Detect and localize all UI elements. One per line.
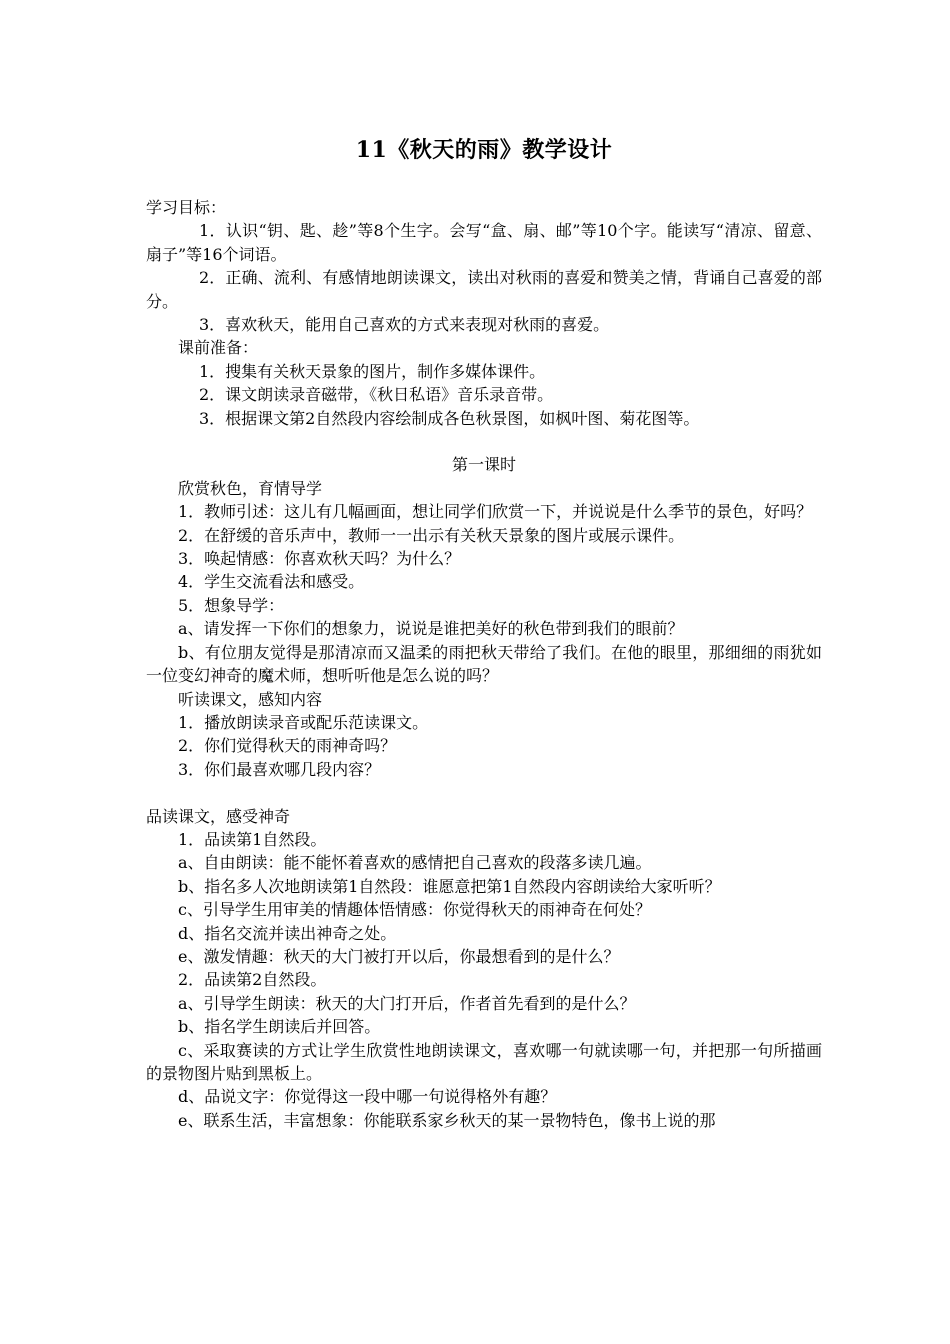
document-title: 11《秋天的雨》教学设计: [355, 137, 613, 163]
blank-line: [146, 781, 822, 804]
paragraph: 3．唤起情感：你喜欢秋天吗？为什么？: [178, 549, 461, 569]
paragraph: c、采取赛读的方式让学生欣赏性地朗读课文，喜欢哪一句就读哪一句，并把那一句所描画的景物图片贴到黑板上。: [146, 1040, 822, 1083]
paragraph: d、指名交流并读出神奇之处。: [178, 923, 397, 943]
paragraph: 1．搜集有关秋天景象的图片，制作多媒体课件。: [199, 361, 546, 381]
paragraph: 2．品读第2自然段。: [178, 970, 327, 990]
paragraph: d、品说文字：你觉得这一段中哪一句说得格外有趣？: [178, 1087, 557, 1107]
paragraph: 1．品读第1自然段。: [178, 829, 327, 849]
section-heading: 第一课时: [451, 455, 516, 475]
paragraph: b、有位朋友觉得是那清凉而又温柔的雨把秋天带给了我们。在他的眼里，那细细的雨犹如一位变幻神奇的魔术师，想听听他是怎么说的吗？: [146, 642, 822, 686]
paragraph: 1．播放朗读录音或配乐范读课文。: [178, 712, 429, 732]
paragraph: 1．教师引述：这儿有几幅画面，想让同学们欣赏一下，并说说是什么季节的景色，好吗？: [178, 502, 813, 522]
paragraph: 5．想象导学：: [178, 595, 285, 615]
paragraph: 2．课文朗读录音磁带，《秋日私语》音乐录音带。: [199, 385, 554, 405]
paragraph: 2．你们觉得秋天的雨神奇吗？: [178, 736, 397, 756]
paragraph: e、联系生活，丰富想象：你能联系家乡秋天的某一景物特色，像书上说的那: [178, 1110, 716, 1130]
paragraph: 2．在舒缓的音乐声中，教师一一出示有关秋天景象的图片或展示课件。: [178, 525, 685, 545]
paragraph: 3．你们最喜欢哪几段内容？: [178, 759, 381, 779]
paragraph: b、指名多人次地朗读第1自然段：谁愿意把第1自然段内容朗读给大家听听？: [178, 876, 721, 896]
document-page: [146, 132, 822, 1132]
paragraph: 2．正确、流利、有感情地朗读课文，读出对秋雨的喜爱和赞美之情，背诵自己喜爱的部分。: [146, 268, 822, 311]
document-body: [146, 196, 822, 1132]
paragraph: c、引导学生用审美的情趣体悟情感：你觉得秋天的雨神奇在何处？: [178, 900, 651, 920]
paragraph: 欣赏秋色，育情导学: [178, 478, 323, 498]
paragraph: 品读课文，感受神奇: [146, 806, 291, 826]
paragraph: 3．根据课文第2自然段内容绘制成各色秋景图，如枫叶图、菊花图等。: [199, 408, 700, 428]
paragraph: e、激发情趣：秋天的大门被打开以后，你最想看到的是什么？: [178, 946, 620, 966]
paragraph: 课前准备：: [178, 338, 259, 358]
paragraph: 听读课文，感知内容: [178, 689, 323, 709]
paragraph: 1．认识“钥、匙、趁”等8个生字。会写“盒、扇、邮”等10个字。能读写“清凉、留意、扇子”等16个词语。: [146, 221, 822, 264]
paragraph: a、请发挥一下你们的想象力，说说是谁把美好的秋色带到我们的眼前？: [178, 619, 684, 639]
paragraph: a、引导学生朗读：秋天的大门打开后，作者首先看到的是什么？: [178, 993, 636, 1013]
paragraph: 3．喜欢秋天，能用自己喜欢的方式来表现对秋雨的喜爱。: [199, 315, 610, 335]
paragraph: 4．学生交流看法和感受。: [178, 572, 365, 592]
paragraph: b、指名学生朗读后并回答。: [178, 1017, 381, 1037]
paragraph: a、自由朗读：能不能怀着喜欢的感情把自己喜欢的段落多读几遍。: [178, 853, 652, 873]
blank-line: [146, 430, 822, 453]
paragraph: 学习目标：: [146, 198, 227, 217]
